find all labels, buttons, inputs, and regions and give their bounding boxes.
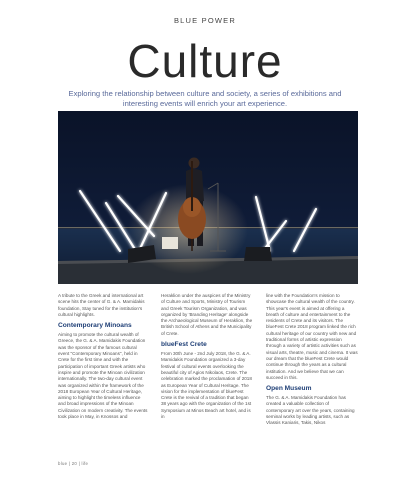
body-paragraph: From 30th June - 2nd July 2018, the G. & A. Mamidakis Foundation organized a 3-day festival of cultural events overlooking the beautiful city of Agios Nikolaos, Crete. The celebration marked the proclamation of 2018 as European Year of Cultural Heritage. The vision for the implementation of blueFest Crete is the revival of a tradition that began 38 years ago with the organization of the 1st Symposium at Minos Beach art hotel, and is in	[161, 351, 252, 420]
heading-contemporary-minoans: Contemporary Minoans	[58, 322, 132, 330]
continuation-paragraph: line with the Foundation's mission to showcase the cultural wealth of the country. This year's event is aimed at offering a breath of culture and entertainment to the residents of Crete and its visitors. The blueFest Crete 2018 program linked the rich cultural heritage of our country with new and traditional forms of artistic expression through a variety of artistic activities such as visual arts, theatre, music and cinema. It was our dream that the blueFest Crete would continue through the years as a cultural institution. And we believe that we can succeed in this.	[266, 293, 358, 380]
column-1	[58, 293, 148, 424]
column-2	[161, 293, 253, 424]
heading-open-museum: Open Museum	[266, 385, 312, 393]
page-footer: blue | 20 | life	[58, 461, 89, 466]
section-kicker: BLUE POWER	[173, 16, 236, 25]
heading-bluefest-crete: blueFest Crete	[161, 341, 207, 349]
intro-paragraph: A tribute to the Greek and international art scene hits the center of G. & A. Mamidakis foundation, Stay tuned for the institution's cultural highlights.	[58, 293, 145, 317]
page-title: Culture	[127, 35, 283, 87]
column-3	[266, 293, 358, 431]
page-subtitle: Exploring the relationship between culture and society, a series of exhibitions and interesting events will enrich your art experience.	[68, 89, 342, 108]
body-paragraph: Aiming to promote the cultural wealth of Greece, the G. & A. Mamidakis Foundation was the sponsor of the famous cultural event "Contemporary Minoans", held in Crete for the first time and with the participation of important Greek artists who inspire and promote the Minoan civilization internationally. The two-day cultural event was organized within the framework of the 2018 European Year of Cultural Heritage, aiming to highlight the timeless influence and broad impressions of the Minoan Civilization on modern creativity. The events took place in May, in Knossos and	[58, 332, 148, 420]
concert-illustration	[58, 111, 358, 284]
body-paragraph: The G. & A. Mamidakis Foundation has created a valuable collection of contemporary art over the years, containing seminal works by leading artists, such as Vlassis Kaniaris, Takis, Nikos	[266, 395, 355, 426]
concert-photo	[58, 111, 358, 284]
continuation-paragraph: Heraklion under the auspices of the Ministry of Culture and Sports, Ministry of Tourism and Greek Tourism Organization, and was organized by 'Branding Heritage' alongside the Archaeological Museum of Heraklion, the British School of Athens and the Municipality of Crete.	[161, 293, 253, 336]
